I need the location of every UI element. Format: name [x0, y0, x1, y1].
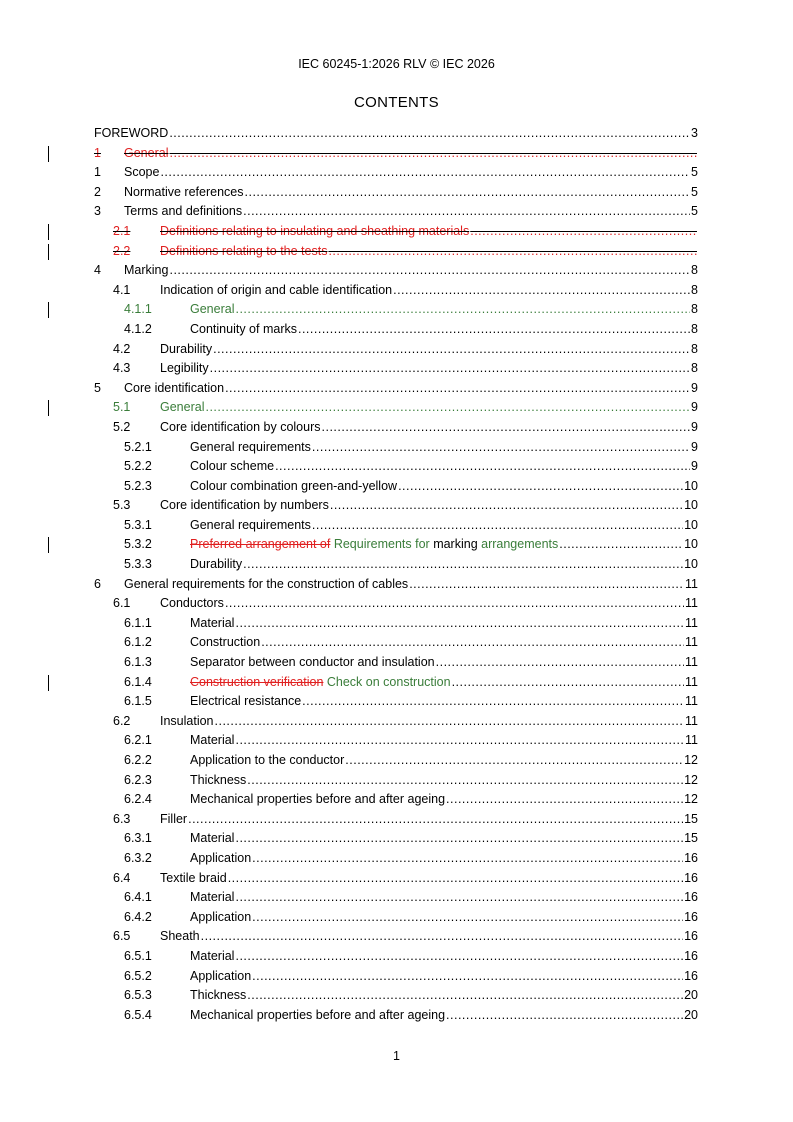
dot-leader [235, 614, 684, 634]
toc-entry[interactable] [94, 888, 698, 908]
toc-entry[interactable] [94, 379, 698, 399]
toc-entry-number: 6.3 [113, 811, 131, 826]
toc-entry-page: 3 [691, 126, 698, 140]
dot-leader [252, 967, 683, 987]
dot-leader [210, 359, 690, 379]
dot-leader [302, 692, 684, 712]
toc-entry[interactable] [94, 340, 698, 360]
toc-entry-title: General requirements for the construction of cables [124, 576, 409, 591]
dot-leader [559, 535, 683, 555]
toc-entry-page: 20 [684, 1007, 698, 1022]
toc-entry-page: 10 [684, 537, 698, 552]
toc-entry-title: Sheath [160, 929, 200, 944]
toc-entry-page: 5 [691, 184, 698, 199]
toc-entry-number: 4.1.1 [124, 302, 152, 317]
dot-leader [247, 986, 683, 1006]
toc-entry-title: Core identification by colours [160, 419, 321, 434]
dot-leader [312, 516, 683, 536]
toc-entry[interactable] [94, 183, 698, 203]
toc-entry-number: 2 [94, 184, 101, 199]
toc-entry[interactable] [94, 144, 698, 164]
toc-entry-title: Definitions relating to the tests [160, 243, 328, 258]
toc-entry[interactable] [94, 986, 698, 1006]
toc-entry-number: 5 [94, 380, 101, 395]
toc-entry-page: 15 [684, 811, 698, 826]
toc-entry-page: 11 [685, 713, 698, 728]
toc-entry-page: 11 [685, 674, 698, 689]
inserted-text: arrangements [481, 537, 559, 552]
toc-entry-title: Material [190, 733, 235, 748]
toc-entry-title: Scope [124, 165, 160, 180]
dot-leader [298, 320, 690, 340]
toc-entry-page: 16 [684, 909, 698, 924]
toc-entry-page: 9 [691, 459, 698, 474]
change-bar [48, 675, 49, 691]
toc-entry-page: 16 [684, 929, 698, 944]
toc-entry-number: 6.1.2 [124, 635, 152, 650]
toc-entry-number: 4.1.2 [124, 321, 152, 336]
toc-entry-number: 1 [94, 145, 101, 160]
dot-leader [398, 477, 683, 497]
toc-entry[interactable] [94, 555, 698, 575]
toc-entry[interactable] [94, 790, 698, 810]
dot-leader [446, 1006, 683, 1026]
toc-entry-title: Insulation [160, 713, 214, 728]
toc-entry-number: 6.2 [113, 713, 131, 728]
toc-entry[interactable] [94, 829, 698, 849]
toc-entry[interactable] [94, 438, 698, 458]
toc-entry[interactable] [94, 751, 698, 771]
toc-entry[interactable] [94, 771, 698, 791]
toc-entry-number: 5.2.3 [124, 478, 152, 493]
toc-entry-page: 11 [685, 635, 698, 650]
toc-entry-page: 8 [691, 341, 698, 356]
toc-entry-page: 20 [684, 988, 698, 1003]
toc-entry-title: Thickness [190, 772, 247, 787]
toc-entry-title: Material [190, 890, 235, 905]
toc-entry[interactable] [94, 947, 698, 967]
toc-entry-number: 4.1 [113, 282, 131, 297]
toc-entry[interactable] [94, 124, 698, 144]
toc-entry[interactable] [94, 163, 698, 183]
toc-entry-number: 2.2 [113, 243, 131, 258]
toc-entry[interactable] [94, 908, 698, 928]
toc-entry-number: 6.5.3 [124, 988, 152, 1003]
toc-entry-title [190, 535, 558, 555]
toc-entry-number: 6.4.2 [124, 909, 152, 924]
title-text-segment: marking [429, 537, 482, 552]
toc-entry-number: 6.1 [113, 596, 131, 611]
toc-entry-number: 5.3.3 [124, 557, 152, 572]
toc-entry[interactable] [94, 967, 698, 987]
deleted-text: Preferred arrangement of [190, 537, 331, 552]
dot-leader [261, 633, 684, 653]
toc-entry[interactable] [94, 457, 698, 477]
toc-entry[interactable] [94, 633, 698, 653]
toc-entry-number: 5.3 [113, 498, 131, 513]
toc-entry-number: 6.3.2 [124, 850, 152, 865]
toc-entry-page: 16 [684, 870, 698, 885]
dot-leader [245, 183, 691, 203]
deleted-text: Construction verification [190, 674, 324, 689]
toc-entry[interactable] [94, 242, 698, 262]
dot-leader [205, 398, 690, 418]
toc-entry-page: 12 [684, 772, 698, 787]
toc-entry-number: 5.2.2 [124, 459, 152, 474]
toc-entry-number: 6.1.3 [124, 655, 152, 670]
toc-entry-page: 11 [685, 655, 698, 670]
change-bar [48, 146, 49, 162]
dot-leader [235, 829, 683, 849]
dot-leader [243, 555, 683, 575]
change-bar [48, 400, 49, 416]
toc-entry[interactable] [94, 673, 698, 693]
toc-entry-page: 16 [684, 890, 698, 905]
toc-entry[interactable] [94, 418, 698, 438]
toc-entry-title: FOREWORD [94, 126, 169, 140]
toc-entry-title: General requirements [190, 517, 311, 532]
toc-entry-page: 16 [684, 850, 698, 865]
dot-leader [452, 673, 684, 693]
dot-leader [160, 163, 690, 183]
toc-entry-page: 10 [684, 478, 698, 493]
toc-entry[interactable] [94, 300, 698, 320]
toc-entry-title: Core identification [124, 380, 225, 395]
toc-entry-title: Electrical resistance [190, 694, 302, 709]
toc-entry-number: 6.2.2 [124, 753, 152, 767]
toc-entry-title: Separator between conductor and insulation [190, 655, 435, 670]
toc-entry-number: 4.3 [113, 361, 131, 376]
toc-entry[interactable] [94, 202, 698, 222]
toc-entry-title: Mechanical properties before and after ageing [190, 792, 446, 807]
toc-entry-number: 6 [94, 576, 101, 591]
toc-entry-page: 11 [685, 615, 698, 630]
toc-entry-page: 5 [691, 165, 698, 180]
dot-leader [322, 418, 691, 438]
toc-entry-page: 11 [685, 694, 698, 709]
toc-entry-title: Normative references [124, 184, 244, 199]
toc-entry[interactable] [94, 359, 698, 379]
toc-entry-number: 6.5.2 [124, 968, 152, 983]
dot-leader [345, 751, 683, 771]
toc-entry[interactable] [94, 575, 698, 595]
toc-entry-number: 6.1.5 [124, 694, 152, 709]
toc-entry-title: Indication of origin and cable identification [160, 282, 393, 297]
dot-leader [275, 457, 690, 477]
dot-leader [409, 575, 684, 595]
toc-entry-page: 10 [684, 557, 698, 572]
toc-entry-number: 5.3.1 [124, 517, 152, 532]
toc-entry-title: Marking [124, 263, 169, 278]
toc-entry[interactable] [94, 927, 698, 947]
toc-entry-title: Application [190, 968, 252, 983]
toc-entry-title: Textile braid [160, 870, 227, 885]
dot-leader [169, 261, 690, 281]
table-of-contents [94, 124, 698, 1025]
toc-entry[interactable] [94, 653, 698, 673]
toc-entry-page: 11 [685, 576, 698, 591]
toc-entry-number: 5.2 [113, 419, 131, 434]
toc-entry-title: Legibility [160, 361, 209, 376]
toc-entry-number: 1 [94, 165, 101, 180]
toc-entry-title: Conductors [160, 596, 224, 611]
toc-entry-number: 6.3.1 [124, 831, 152, 846]
toc-entry-number: 5.1 [113, 400, 131, 415]
dot-leader [169, 124, 690, 144]
dot-leader [225, 594, 684, 614]
toc-entry-page: 10 [684, 517, 698, 532]
toc-entry-title: General [124, 145, 169, 160]
toc-entry-number: 5.2.1 [124, 439, 152, 454]
toc-entry-page: 9 [691, 380, 698, 395]
inserted-text: Check on construction [323, 674, 451, 689]
toc-entry-title: Colour scheme [190, 459, 275, 474]
change-bar [48, 537, 49, 553]
toc-entry-page: 15 [684, 831, 698, 846]
toc-entry-title [190, 673, 451, 693]
toc-entry-page: 8 [691, 302, 698, 317]
dot-leader [470, 222, 697, 242]
toc-entry-page: 8 [691, 282, 698, 297]
dot-leader [436, 653, 684, 673]
page-title: CONTENTS [354, 94, 439, 111]
change-bar [48, 302, 49, 318]
change-bar [48, 244, 49, 260]
toc-entry[interactable] [94, 261, 698, 281]
dot-leader [330, 496, 683, 516]
toc-entry-page: 5 [691, 204, 698, 219]
dot-leader [312, 438, 690, 458]
toc-entry-title: Durability [160, 341, 213, 356]
toc-entry-title: General [190, 302, 235, 317]
toc-entry-number: 6.1.1 [124, 615, 152, 630]
toc-entry-page: 16 [684, 948, 698, 963]
dot-leader [393, 281, 690, 301]
toc-entry-title: Application to the conductor [190, 753, 345, 767]
toc-entry-page: 9 [691, 419, 698, 434]
toc-entry-title: Material [190, 615, 235, 630]
dot-leader [228, 869, 683, 889]
toc-entry-title: Continuity of marks [190, 321, 297, 336]
toc-entry[interactable] [94, 1006, 698, 1026]
toc-entry-title: Construction [190, 635, 261, 650]
toc-entry-page: 10 [684, 498, 698, 513]
toc-entry[interactable] [94, 516, 698, 536]
toc-entry-page: 12 [684, 753, 698, 767]
toc-entry-page: 12 [684, 792, 698, 807]
dot-leader [235, 947, 683, 967]
change-bar [48, 224, 49, 240]
toc-entry-number: 6.4 [113, 870, 131, 885]
toc-entry-page: 9 [691, 400, 698, 415]
toc-entry[interactable] [94, 222, 698, 242]
toc-entry[interactable] [94, 614, 698, 634]
toc-entry[interactable] [94, 712, 698, 732]
inserted-text: Requirements for [330, 537, 430, 552]
toc-entry-title: Filler [160, 811, 188, 826]
toc-entry-page: 8 [691, 263, 698, 278]
toc-entry-number: 6.2.4 [124, 792, 152, 807]
toc-entry-page: 8 [691, 321, 698, 336]
toc-entry-title: Definitions relating to insulating and sheathing materials [160, 223, 470, 238]
toc-entry[interactable] [94, 810, 698, 830]
page-number: 1 [393, 1049, 400, 1063]
toc-entry[interactable] [94, 869, 698, 889]
toc-entry-page: 9 [691, 439, 698, 454]
dot-leader [225, 379, 690, 399]
toc-entry-number: 6.5.4 [124, 1007, 152, 1022]
toc-entry[interactable] [94, 731, 698, 751]
toc-entry-page: 8 [691, 361, 698, 376]
toc-entry-title: Terms and definitions [124, 204, 243, 219]
toc-entry-title: Durability [190, 557, 243, 572]
toc-entry-title: Mechanical properties before and after ageing [190, 1007, 446, 1022]
toc-entry[interactable] [94, 535, 698, 555]
toc-entry-number: 5.3.2 [124, 537, 152, 552]
toc-entry-number: 3 [94, 204, 101, 219]
toc-entry[interactable] [94, 281, 698, 301]
toc-entry-number: 6.5.1 [124, 948, 152, 963]
dot-leader [446, 790, 683, 810]
toc-entry-title: Colour combination green-and-yellow [190, 478, 398, 493]
toc-entry-number: 6.5 [113, 929, 131, 944]
dot-leader [201, 927, 683, 947]
toc-entry-title: Application [190, 909, 252, 924]
dot-leader [215, 712, 685, 732]
toc-entry[interactable] [94, 477, 698, 497]
toc-entry[interactable] [94, 320, 698, 340]
dot-leader [169, 144, 697, 164]
toc-entry-title: General requirements [190, 439, 311, 454]
dot-leader [252, 849, 683, 869]
dot-leader [235, 888, 683, 908]
toc-entry[interactable] [94, 594, 698, 614]
toc-entry-title: Material [190, 831, 235, 846]
dot-leader [235, 731, 684, 751]
toc-entry[interactable] [94, 398, 698, 418]
toc-entry-page: 11 [685, 733, 698, 748]
toc-entry-number: 4.2 [113, 341, 131, 356]
toc-entry[interactable] [94, 849, 698, 869]
dot-leader [243, 202, 690, 222]
toc-entry-page: 16 [684, 968, 698, 983]
dot-leader [213, 340, 690, 360]
dot-leader [328, 242, 697, 262]
toc-entry-number: 6.1.4 [124, 674, 152, 689]
dot-leader [235, 300, 690, 320]
document-header: IEC 60245-1:2026 RLV © IEC 2026 [298, 57, 495, 71]
toc-entry-number: 2.1 [113, 223, 131, 238]
toc-entry[interactable] [94, 496, 698, 516]
toc-entry[interactable] [94, 692, 698, 712]
toc-entry-title: Application [190, 850, 252, 865]
toc-entry-title: Material [190, 948, 235, 963]
toc-entry-number: 6.4.1 [124, 890, 152, 905]
dot-leader [247, 771, 683, 791]
toc-entry-number: 4 [94, 263, 101, 278]
toc-entry-title: Thickness [190, 988, 247, 1003]
toc-entry-number: 6.2.3 [124, 772, 152, 787]
toc-entry-page: 11 [685, 596, 698, 611]
dot-leader [188, 810, 683, 830]
toc-entry-number: 6.2.1 [124, 733, 152, 748]
toc-entry-title: Core identification by numbers [160, 498, 329, 513]
toc-entry-title: General [160, 400, 205, 415]
dot-leader [252, 908, 683, 928]
